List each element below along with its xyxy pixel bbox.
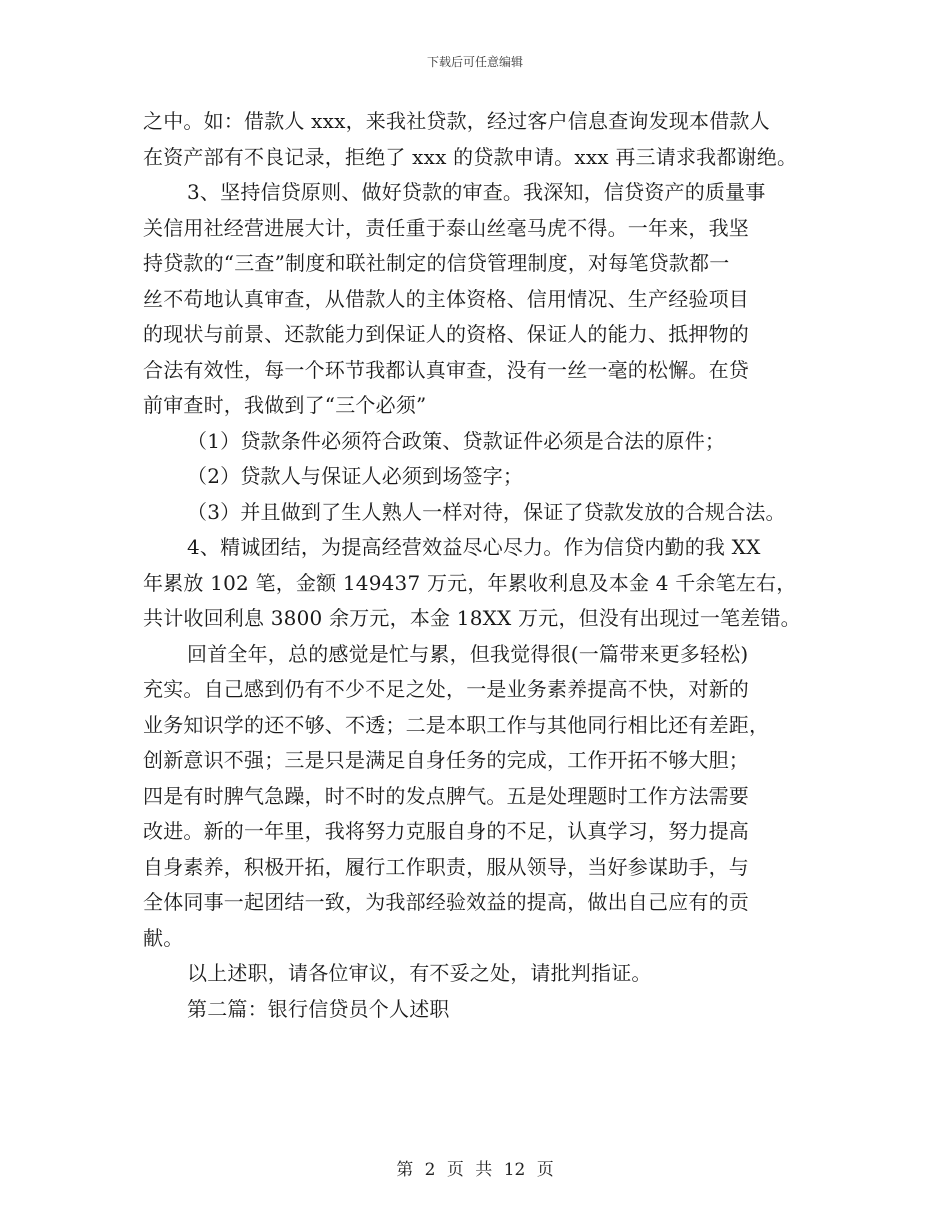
text-line: 之中。如：借款人 xxx，来我社贷款，经过客户信息查询发现本借款人 [143,109,770,133]
page-header: 下载后可任意编辑 [426,55,523,69]
text-line: 持贷款的“三查”制度和联社制定的信贷管理制度，对每笔贷款都一 [143,251,730,275]
text-line: 第二篇：银行信贷员个人述职 [187,996,450,1021]
text-line: （3）并且做到了生人熟人一样对待，保证了贷款发放的合规合法。 [187,499,786,524]
text-line: 创新意识不强；三是只是满足自身任务的完成，工作开拓不够大胆； [143,748,749,772]
text-line: 自身素养，积极开拓，履行工作职责，服从领导，当好参谋助手，与 [143,854,749,879]
text-line: 以上述职，请各位审议，有不妥之处，请批判指证。 [187,961,652,985]
text-line: 4、精诚团结，为提高经营效益尽心尽力。作为信贷内勤的我 XX [187,535,761,559]
text-line: 丝不苟地认真审查，从借款人的主体资格、信用情况、生产经验项目 [143,286,749,311]
text-line: 前审查时，我做到了“三个必须” [143,393,427,417]
text-line: 3、坚持信贷原则、做好贷款的审查。我深知，信贷资产的质量事 [187,180,766,204]
document-body [143,104,833,1027]
text-line: 改进。新的一年里，我将努力克服自身的不足，认真学习，努力提高 [143,819,749,843]
text-line: 业务知识学的还不够、不透；二是本职工作与其他同行相比还有差距， [143,712,770,737]
text-line: 共计收回利息 3800 余万元，本金 18XX 万元，但没有出现过一笔差错。 [143,606,801,630]
text-line: 关信用社经营进展大计，责任重于泰山丝毫马虎不得。一年来，我坚 [143,215,749,240]
text-line: 充实。自己感到仍有不少不足之处，一是业务素养提高不快，对新的 [143,677,749,701]
page-footer: 第 2 页 共 12 页 [396,1160,554,1180]
text-line: 在资产部有不良记录，拒绝了 xxx 的贷款申请。xxx 再三请求我都谢绝。 [143,144,798,169]
text-line: （1）贷款条件必须符合政策、贷款证件必须是合法的原件； [187,428,726,453]
text-line: （2）贷款人与保证人必须到场签字； [187,464,524,488]
text-line: 年累放 102 笔，金额 149437 万元，年累收利息及本金 4 千余笔左右， [143,570,797,595]
text-line: 回首全年，总的感觉是忙与累，但我觉得很(一篇带来更多轻松) [187,641,749,666]
text-line: 合法有效性，每一个环节我都认真审查，没有一丝一毫的松懈。在贷 [143,357,749,382]
text-line: 的现状与前景、还款能力到保证人的资格、保证人的能力、抵押物的 [143,322,749,346]
text-line: 献。 [143,925,184,950]
text-line: 四是有时脾气急躁，时不时的发点脾气。五是处理题时工作方法需要 [143,783,749,808]
text-line: 全体同事一起团结一致，为我部经验效益的提高，做出自己应有的贡 [143,890,749,914]
